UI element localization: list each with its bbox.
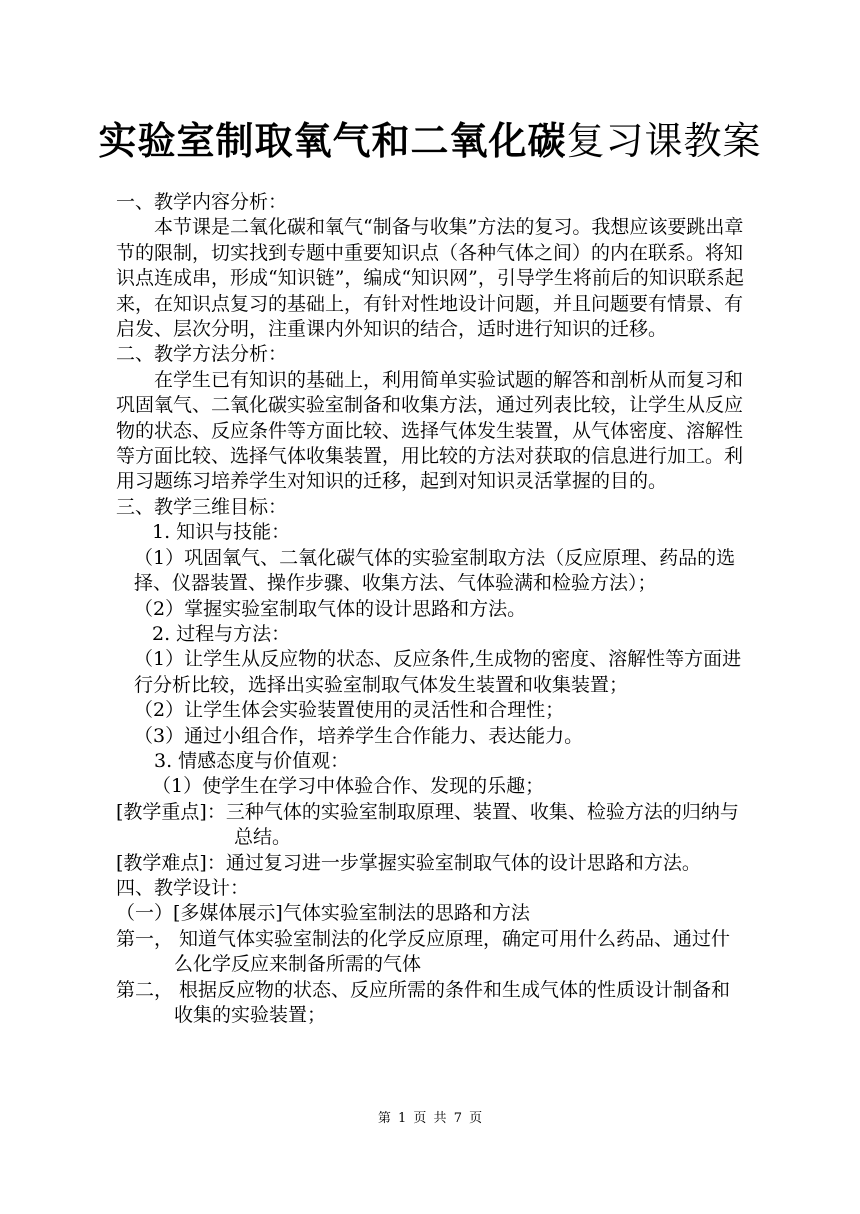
list-item: 第二， 根据反应物的状态、反应所需的条件和生成气体的性质设计制备和收集的实验装置； <box>116 978 731 1026</box>
document-body <box>116 190 744 1028</box>
list-item: （1）巩固氧气、二氧化碳气体的实验室制取方法（反应原理、药品的选择、仪器装置、操作步骤、收集方法、气体验满和检验方法）； <box>134 546 736 595</box>
difficult-point: [教学难点]：通过复习进一步掌握实验室制取气体的设计思路和方法。 <box>116 851 701 874</box>
list-item: （2）掌握实验室制取气体的设计思路和方法。 <box>134 597 527 620</box>
subheading: 3. 情感态度与价值观： <box>154 749 350 772</box>
page-footer: 第 1 页 共 7 页 <box>377 1111 483 1126</box>
list-item: （1）让学生从反应物的状态、反应条件,生成物的密度、溶解性等方面进行分析比较，选择出实验室制取气体发生装置和收集装置； <box>134 648 742 696</box>
title-normal-part: 复习课教案 <box>566 119 762 163</box>
section-heading: 三、教学三维目标： <box>116 495 288 518</box>
subheading: 1. 知识与技能： <box>152 521 291 544</box>
paragraph: 本节课是二氧化碳和氧气“制备与收集”方法的复习。我想应该要跳出章节的限制，切实找到专题中重要知识点（各种气体之间）的内在联系。将知识点连成串，形成“知识链”，编成“知识网”，引导学生将前后的知识联系起来，在知识点复习的基础上，有针对性地设计问题，并且问题要有情景、有启发、层次分明，注重课内外知识的结合，适时进行知识的迁移。 <box>116 216 744 341</box>
section-heading: 二、教学方法分析： <box>116 343 288 366</box>
paragraph: 在学生已有知识的基础上，利用简单实验试题的解答和剖析从而复习和巩固氧气、二氧化碳实验室制备和收集方法，通过列表比较，让学生从反应物的状态、反应条件等方面比较、选择气体发生装置，从气体密度、溶解性等方面比较、选择气体收集装置，用比较的方法对获取的信息进行加工。利用习题练习培养学生对知识的迁移，起到对知识灵活掌握的目的。 <box>116 368 744 493</box>
subheading: （一）[多媒体展示]气体实验室制法的思路和方法 <box>116 902 530 925</box>
subheading: 2. 过程与方法： <box>152 622 291 645</box>
list-item: （2）让学生体会实验装置使用的灵活性和合理性； <box>134 699 565 722</box>
section-heading: 四、教学设计： <box>116 876 250 899</box>
list-item: （1）使学生在学习中体验合作、发现的乐趣； <box>152 775 545 798</box>
section-heading: 一、教学内容分析： <box>116 191 288 213</box>
key-point: [教学重点]：三种气体的实验室制取原理、装置、收集、检验方法的归纳与总结。 <box>116 800 739 849</box>
title-bold-part: 实验室制取氧气和二氧化碳 <box>98 119 567 163</box>
document-title <box>0 117 860 165</box>
list-item: 第一， 知道气体实验室制法的化学反应原理，确定可用什么药品、通过什么化学反应来制备所需的气体 <box>116 927 731 976</box>
list-item: （3）通过小组合作，培养学生合作能力、表达能力。 <box>134 724 584 747</box>
